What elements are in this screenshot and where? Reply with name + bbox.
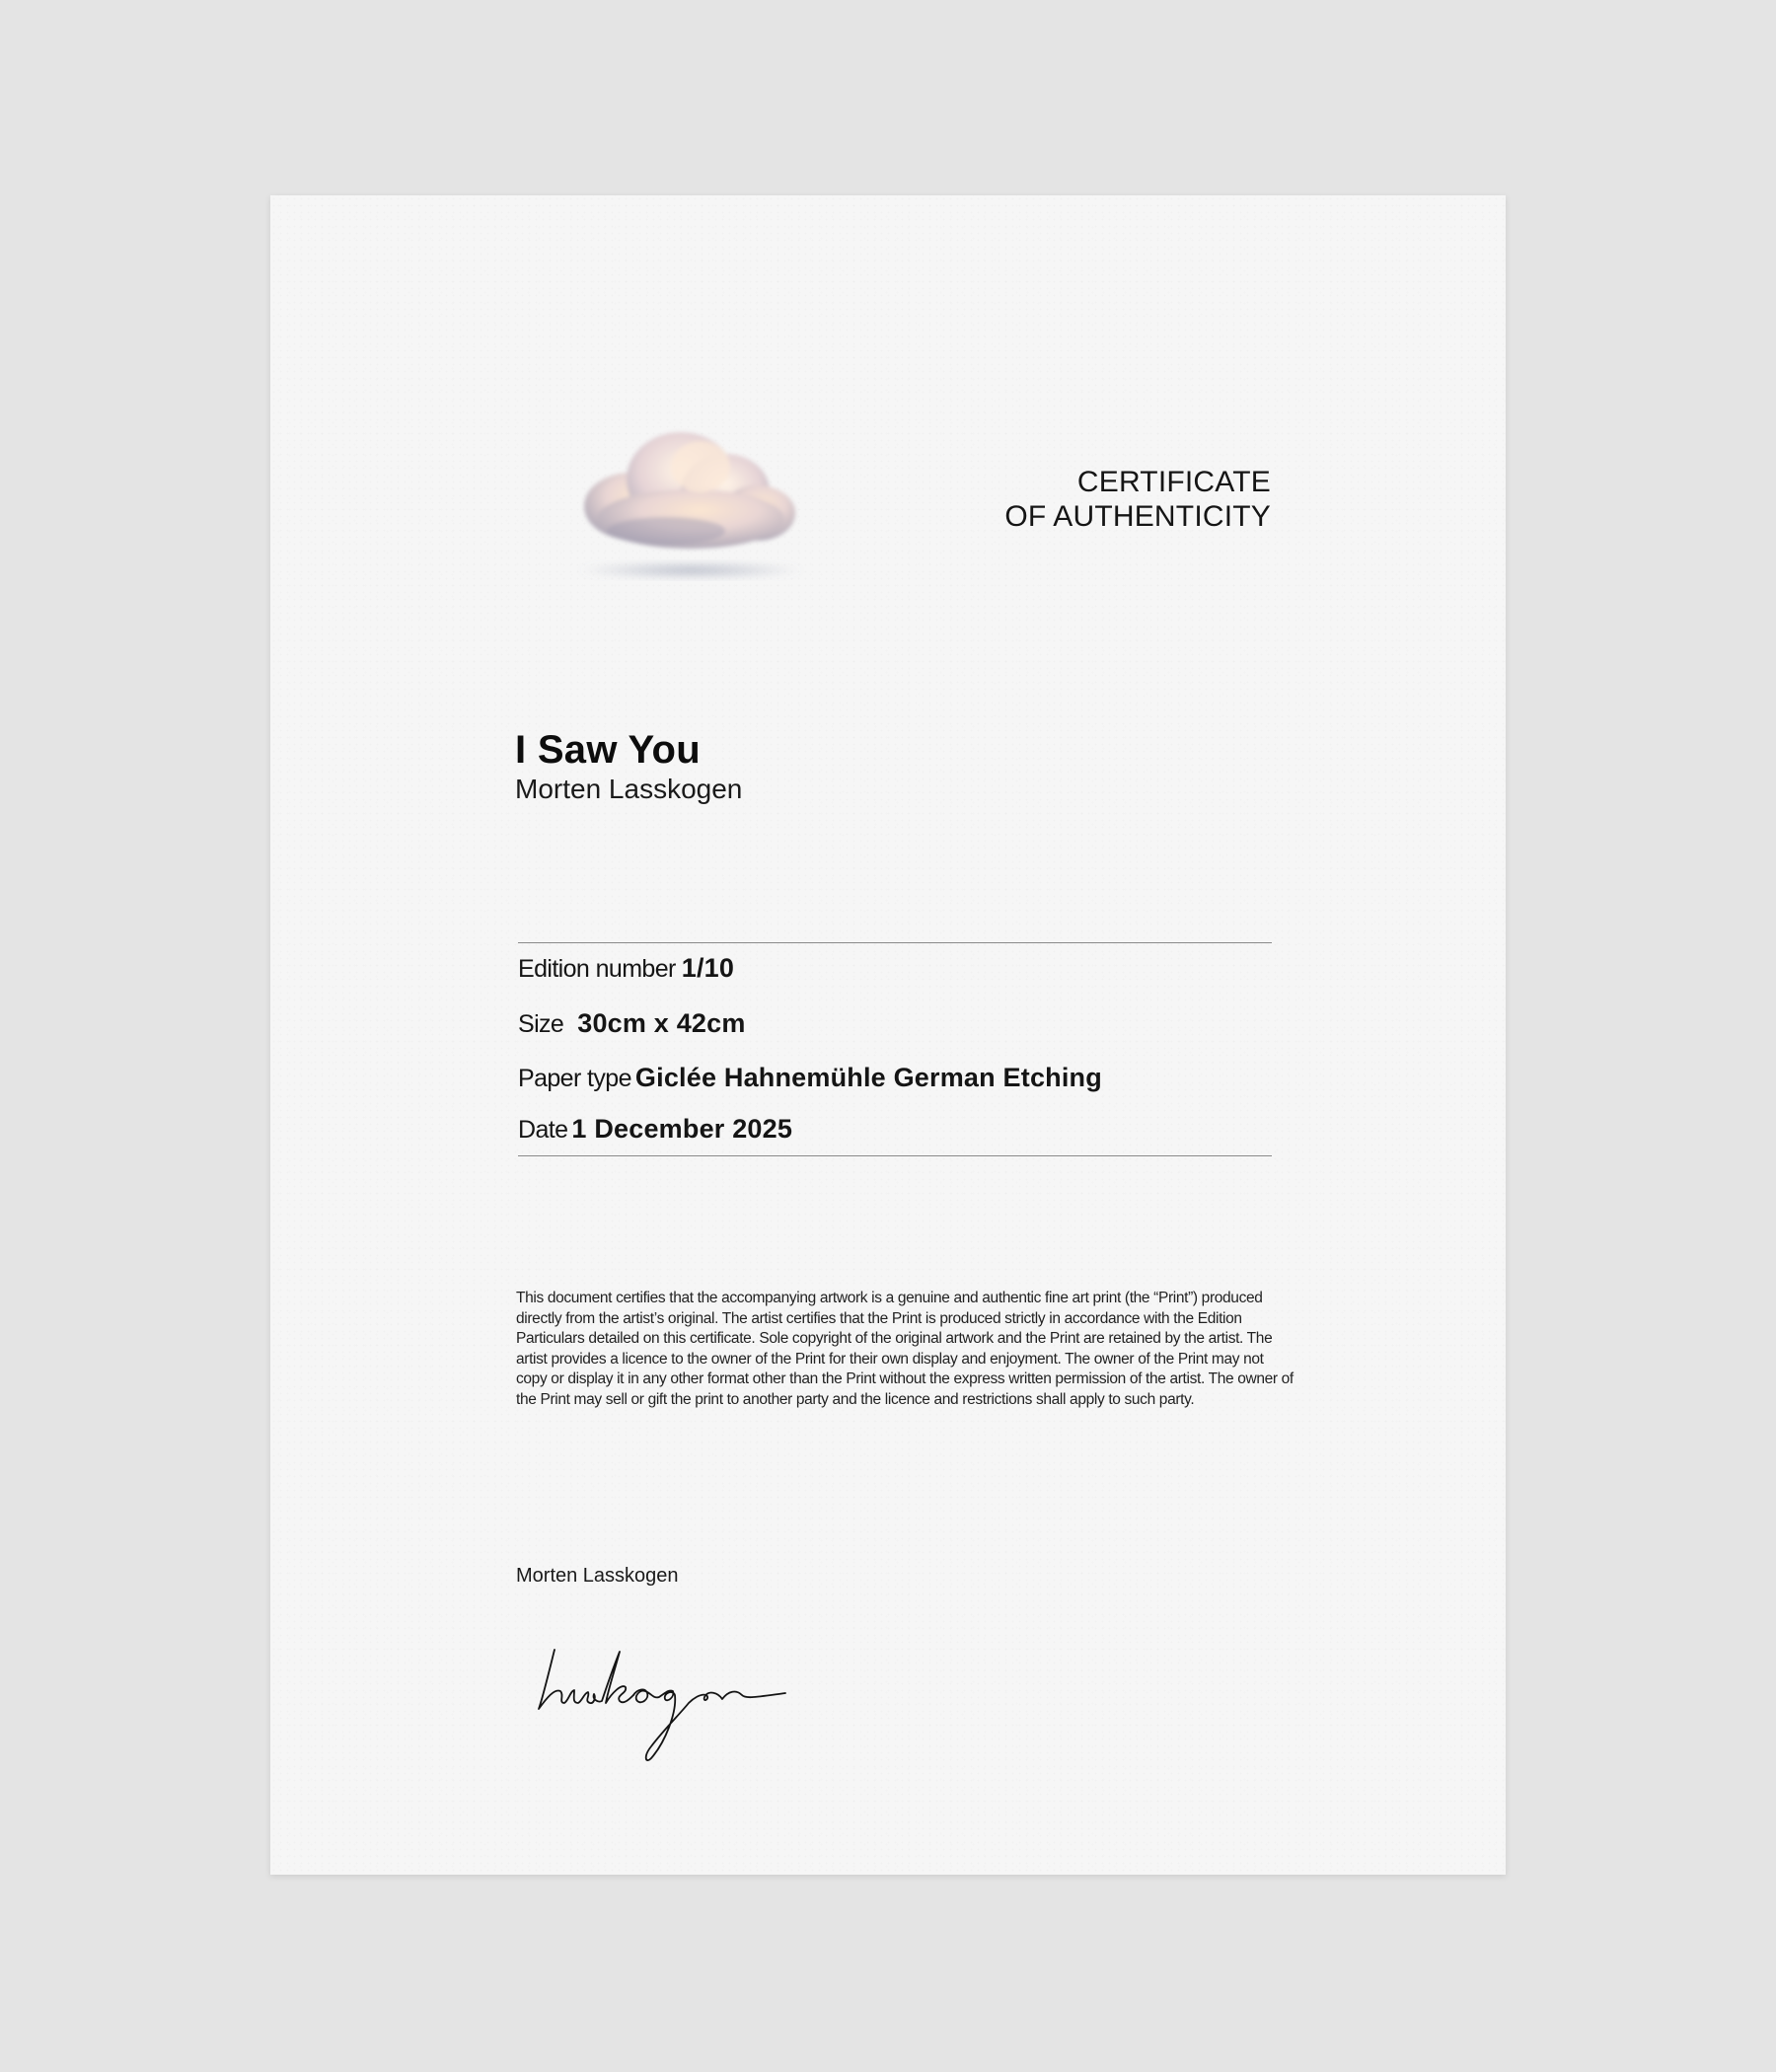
date-value: 1 December 2025 [571, 1114, 793, 1144]
artwork-title: I Saw You [515, 728, 701, 772]
details-bottom-divider [518, 1155, 1272, 1156]
certificate-heading-line2: OF AUTHENTICITY [1004, 500, 1271, 533]
certificate-heading [1004, 465, 1271, 534]
certificate-sheet [270, 195, 1506, 1875]
signature-printed-name: Morten Lasskogen [516, 1565, 679, 1587]
date-label: Date [518, 1116, 568, 1144]
date-row [518, 1114, 792, 1145]
certificate-heading-line1: CERTIFICATE [1076, 466, 1271, 498]
paper-row [518, 1063, 1102, 1093]
edition-row [518, 953, 734, 984]
size-row [518, 1008, 746, 1039]
size-label: Size [518, 1010, 564, 1038]
paper-value: Giclée Hahnemühle German Etching [634, 1063, 1102, 1092]
artist-name: Morten Lasskogen [515, 774, 743, 804]
legal-text: This document certifies that the accompanying artwork is a genuine and authentic fine art print (the “Print”) produced directly from the artist’s original. The artist certifies that the Print is produced strictly in accordance with the Edition Particulars detailed on this certificate. Sole copyright of the original artwork and the Print are retained by the artist. The artist provides a licence to the owner of the Print for their own display and enjoyment. The owner of the Print may not copy or display it in any other format other than the Print without the express written permission of the artist. The owner of the Print may sell or gift the print to another party and the licence and restrictions shall apply to such party. [516, 1290, 1294, 1408]
edition-value: 1/10 [681, 953, 735, 983]
paper-label: Paper type [518, 1065, 631, 1092]
size-value: 30cm x 42cm [577, 1008, 746, 1038]
edition-label: Edition number [518, 955, 676, 983]
details-top-divider [518, 942, 1272, 943]
cloud-illustration [562, 403, 819, 590]
handwritten-signature [535, 1644, 791, 1772]
